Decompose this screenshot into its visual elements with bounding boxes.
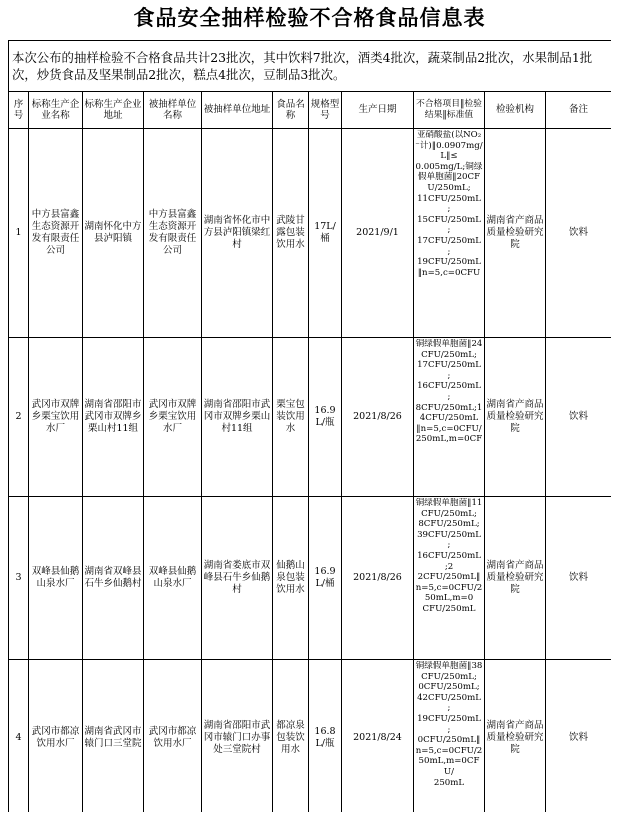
- item-line: 39CFU/250mL: [417, 529, 481, 540]
- cell-sampled-unit: 武冈市都凉饮用水厂: [144, 660, 202, 813]
- item-line: 铜绿假单胞菌‖11CFU/250mL;: [415, 498, 483, 519]
- header-spec: 规格型号: [309, 92, 342, 129]
- cell-no: 1: [9, 129, 29, 338]
- cell-food-name: 栗宝包装饮用水: [273, 338, 309, 497]
- cell-agency: 湖南省产商品质量检验研究院: [485, 338, 546, 497]
- cell-producer-name: 中方县富鑫生态资源开发有限责任公司: [29, 129, 83, 338]
- cell-spec: 17L/桶: [309, 129, 342, 338]
- item-line: ;: [447, 724, 451, 735]
- item-line: 16CFU/250mL: [417, 381, 481, 392]
- item-line: 4CFU/250mL: [419, 413, 479, 424]
- cell-no: 2: [9, 338, 29, 497]
- item-line: 19CFU/250mL: [417, 713, 481, 724]
- item-line: ;: [447, 370, 451, 381]
- table-row: [9, 338, 612, 497]
- header-producer-address: 标称生产企业地址: [83, 92, 144, 129]
- table-row: [9, 660, 612, 813]
- item-line: 8CFU/250mL;: [418, 519, 480, 530]
- cell-sampled-address: 湖南省邵阳市武冈市辕门口办事处三堂院村: [202, 660, 273, 813]
- cell-agency: 湖南省产商品质量检验研究院: [485, 497, 546, 660]
- cell-failed-items: [414, 497, 485, 660]
- cell-sampled-unit: 武冈市双牌乡栗宝饮用水厂: [144, 338, 202, 497]
- cell-agency: 湖南省产商品质量检验研究院: [485, 660, 546, 813]
- item-line: 250mL: [433, 777, 465, 788]
- header-sampled-unit: 被抽样单位名称: [144, 92, 202, 129]
- header-sampled-address: 被抽样单位地址: [202, 92, 273, 129]
- cell-spec: 16.9L/瓶: [309, 338, 342, 497]
- cell-sampled-address: 湖南省邵阳市武冈市双牌乡栗山村11组: [202, 338, 273, 497]
- cell-producer-name: 武冈市都凉饮用水厂: [29, 660, 83, 813]
- item-line: 42CFU/250mL: [417, 692, 481, 703]
- item-line: 0CFU/250mL‖n=5,c=0CFU/2: [415, 735, 483, 756]
- item-line: ;: [447, 204, 451, 215]
- item-line: 11CFU/250mL: [417, 193, 481, 204]
- item-line: 0CFU/250mL;: [418, 682, 480, 693]
- cell-producer-address: 湖南省武冈市辕门口三堂院: [83, 660, 144, 813]
- item-line: 铜绿假单胞菌‖38CFU/250mL;: [415, 661, 483, 682]
- cell-food-name: 武陵甘露包装饮用水: [273, 129, 309, 338]
- header-production-date: 生产日期: [342, 92, 414, 129]
- cell-no: 3: [9, 497, 29, 660]
- item-line: ;2: [444, 561, 454, 572]
- header-row: [9, 92, 612, 129]
- cell-production-date: 2021/8/26: [342, 338, 414, 497]
- cell-sampled-unit: 双峰县仙鹅山泉水厂: [144, 497, 202, 660]
- cell-no: 4: [9, 660, 29, 813]
- item-line: 铜绿假单胞菌‖24CFU/250mL;: [415, 339, 483, 360]
- table-row: [9, 497, 612, 660]
- cell-producer-name: 武冈市双牌乡栗宝饮用水厂: [29, 338, 83, 497]
- cell-failed-items: [414, 129, 485, 338]
- cell-producer-address: 湖南省双峰县石牛乡仙鹅村: [83, 497, 144, 660]
- cell-spec: 16.9L/桶: [309, 497, 342, 660]
- cell-producer-address: 湖南怀化中方县泸阳镇: [83, 129, 144, 338]
- item-line: ;: [447, 225, 451, 236]
- cell-failed-items: [414, 660, 485, 813]
- summary-text: 本次公布的抽样检验不合格食品共计23批次，其中饮料7批次，酒类4批次，蔬菜制品2批次，水果制品1批次，炒货食品及坚果制品2批次，糕点4批次，豆制品3批次。: [9, 41, 612, 92]
- cell-production-date: 2021/8/24: [342, 660, 414, 813]
- cell-agency: 湖南省产商品质量检验研究院: [485, 129, 546, 338]
- cell-remark: 饮料: [546, 660, 612, 813]
- header-remark: 备注: [546, 92, 612, 129]
- cell-remark: 饮料: [546, 338, 612, 497]
- header-producer-name: 标称生产企业名称: [29, 92, 83, 129]
- cell-sampled-address: 湖南省怀化市中方县泸阳镇梁红村: [202, 129, 273, 338]
- item-line: ;: [447, 391, 451, 402]
- cell-food-name: 仙鹅山泉包装饮用水: [273, 497, 309, 660]
- cell-sampled-address: 湖南省娄底市双峰县石牛乡仙鹅村: [202, 497, 273, 660]
- cell-production-date: 2021/8/26: [342, 497, 414, 660]
- inspection-table: [8, 40, 611, 812]
- item-line: 0.005mg/L;铜绿假单胞菌‖20CFU/250mL;: [415, 161, 483, 193]
- cell-production-date: 2021/9/1: [342, 129, 414, 338]
- item-line: ‖n=5,c=0CFU/250mL,m=0CF: [415, 423, 483, 445]
- item-line: 19CFU/250mL: [417, 257, 481, 268]
- cell-sampled-unit: 中方县富鑫生态资源开发有限责任公司: [144, 129, 202, 338]
- item-line: 17CFU/250mL: [417, 235, 481, 246]
- item-line: 亚硝酸盐(以NO₂⁻计)‖0.0907mg/L‖≤: [415, 130, 483, 162]
- item-line: ‖n=5,c=0CFU: [417, 267, 481, 278]
- item-line: CFU/250mL: [422, 603, 476, 614]
- cell-food-name: 都凉泉包装饮用水: [273, 660, 309, 813]
- item-line: 2CFU/250mL‖n=5,c=0CFU/2: [415, 572, 483, 593]
- cell-spec: 16.8L/瓶: [309, 660, 342, 813]
- cell-producer-name: 双峰县仙鹅山泉水厂: [29, 497, 83, 660]
- cell-producer-address: 湖南省邵阳市武冈市双牌乡栗山村11组: [83, 338, 144, 497]
- item-line: 8CFU/250mL;1: [415, 402, 483, 413]
- item-line: ;: [447, 703, 451, 714]
- table-frame: [8, 40, 611, 812]
- header-agency: 检验机构: [485, 92, 546, 129]
- item-line: 50mL,m=0: [424, 593, 474, 604]
- page-title: 食品安全抽样检验不合格食品信息表: [133, 6, 486, 30]
- item-line: ;: [447, 246, 451, 257]
- cell-failed-items: [414, 338, 485, 497]
- header-no: 序号: [9, 92, 29, 129]
- header-failed-items: 不合格项目‖检验结果‖标准值: [414, 92, 485, 129]
- item-line: 15CFU/250mL: [417, 214, 481, 225]
- table-row: [9, 129, 612, 338]
- cell-remark: 饮料: [546, 497, 612, 660]
- item-line: ;: [447, 540, 451, 551]
- item-line: 17CFU/250mL: [417, 360, 481, 371]
- header-food-name: 食品名称: [273, 92, 309, 129]
- item-line: 50mL,m=0CFU/: [418, 756, 480, 777]
- item-line: 16CFU/250mL: [417, 550, 481, 561]
- cell-remark: 饮料: [546, 129, 612, 338]
